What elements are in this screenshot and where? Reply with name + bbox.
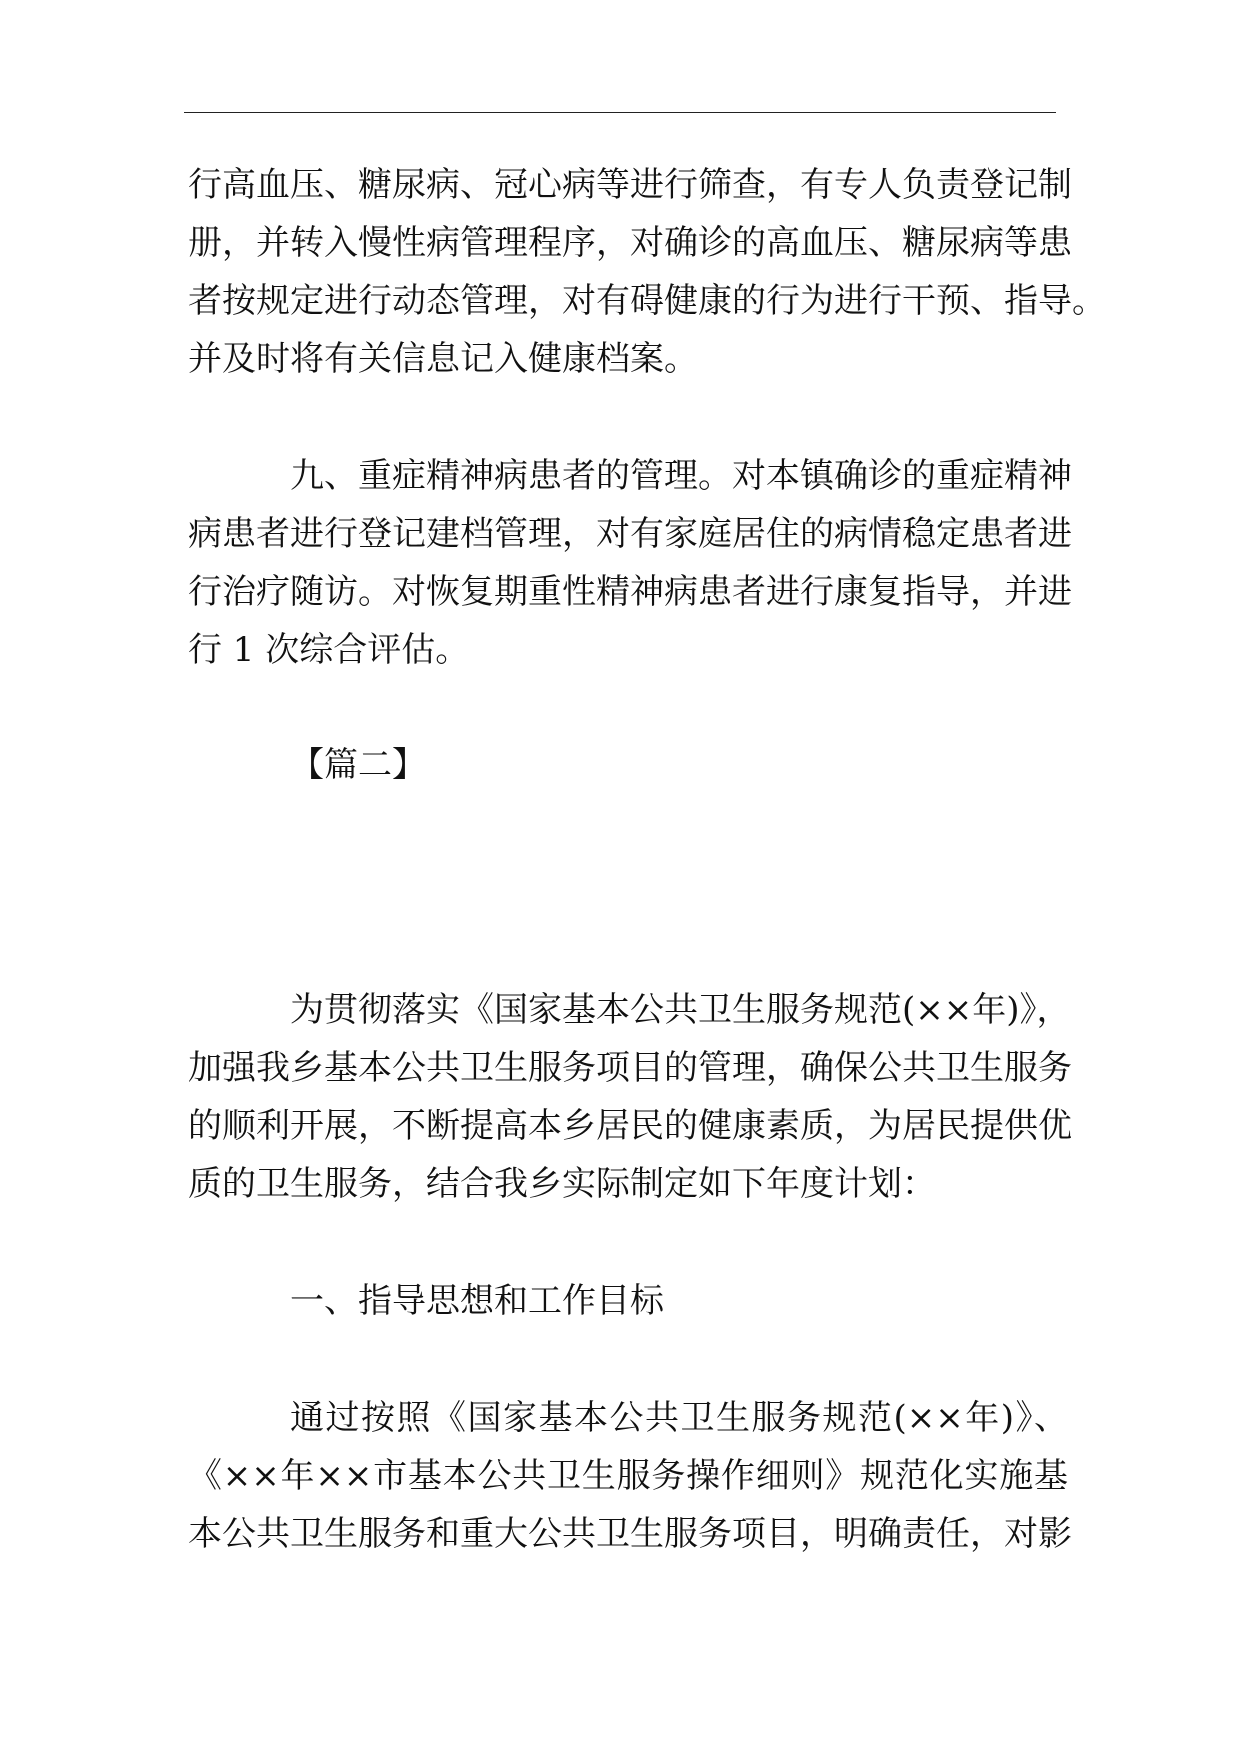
- paragraph-1-line-4: 并及时将有关信息记入健康档案。: [188, 339, 698, 379]
- paragraph-2-line-2: 病患者进行登记建档管理，对有家庭居住的病情稳定患者进: [188, 514, 1072, 554]
- paragraph-2-line-1: 九、重症精神病患者的管理。对本镇确诊的重症精神: [290, 456, 1072, 496]
- paragraph-2-line-3: 行治疗随访。对恢复期重性精神病患者进行康复指导，并进: [188, 572, 1072, 612]
- header-rule: [184, 112, 1056, 113]
- paragraph-6-line-2: 《××年××市基本公共卫生服务操作细则》规范化实施基: [188, 1456, 1068, 1496]
- paragraph-1-line-1: 行高血压、糖尿病、冠心病等进行筛查，有专人负责登记制: [188, 165, 1072, 205]
- paragraph-1-line-2: 册，并转入慢性病管理程序，对确诊的高血压、糖尿病等患: [188, 223, 1072, 263]
- paragraph-4-line-3: 的顺利开展，不断提高本乡居民的健康素质，为居民提供优: [188, 1106, 1072, 1146]
- subheading: 一、指导思想和工作目标: [290, 1281, 664, 1321]
- paragraph-6-line-3: 本公共卫生服务和重大公共卫生服务项目，明确责任，对影: [188, 1514, 1072, 1554]
- paragraph-4-line-4: 质的卫生服务，结合我乡实际制定如下年度计划：: [188, 1164, 936, 1204]
- paragraph-2-line-4: 行 1 次综合评估。: [188, 630, 470, 670]
- paragraph-6-line-1: 通过按照《国家基本公共卫生服务规范(××年)》、: [290, 1398, 1068, 1438]
- section-heading: 【篇二】: [290, 745, 426, 785]
- paragraph-4-line-2: 加强我乡基本公共卫生服务项目的管理，确保公共卫生服务: [188, 1048, 1072, 1088]
- paragraph-1-line-3: 者按规定进行动态管理，对有碍健康的行为进行干预、指导。: [188, 281, 1106, 321]
- paragraph-4-line-1: 为贯彻落实《国家基本公共卫生服务规范(××年)》，: [290, 990, 1071, 1030]
